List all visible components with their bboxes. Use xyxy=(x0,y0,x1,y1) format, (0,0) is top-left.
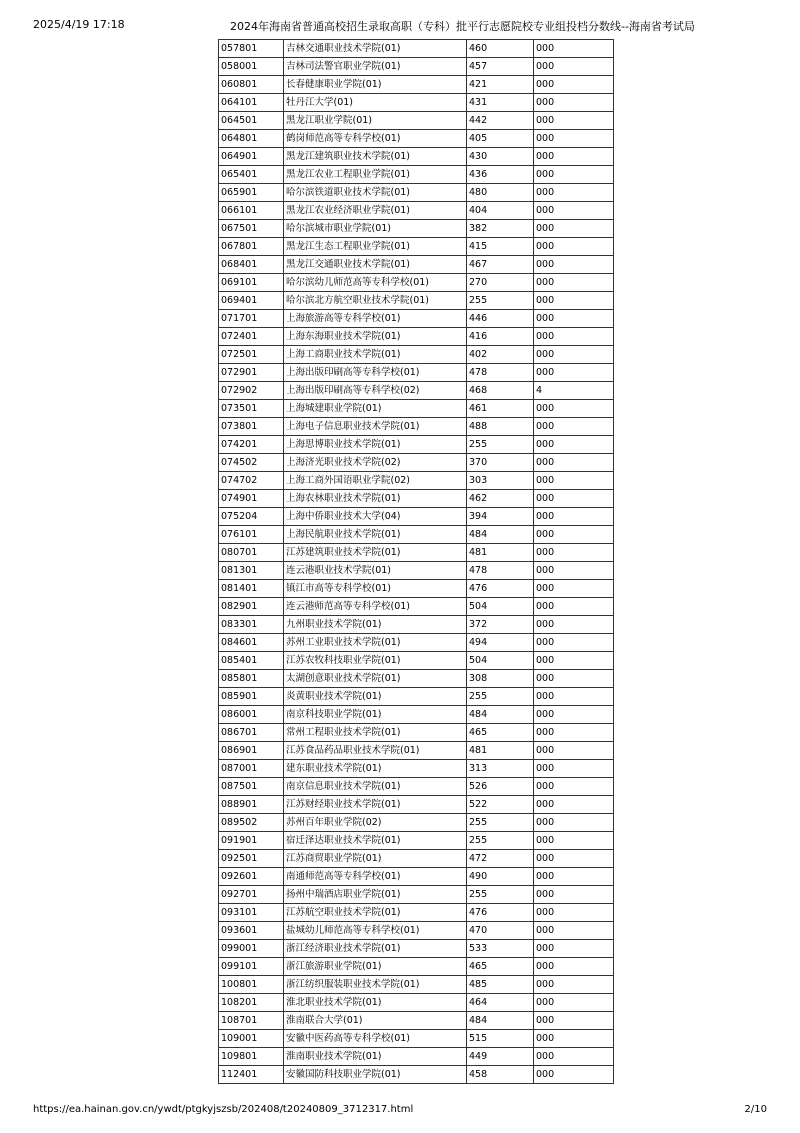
group-code-cell: 087001 xyxy=(219,760,284,778)
table-row xyxy=(219,760,614,778)
school-group-cell: 上海旅游高等专科学校(01) xyxy=(284,310,467,328)
school-group-cell: 吉林司法警官职业学院(01) xyxy=(284,58,467,76)
min-score-cell: 446 xyxy=(467,310,534,328)
table-row xyxy=(219,310,614,328)
min-score-cell: 465 xyxy=(467,724,534,742)
school-group-cell: 安徽中医药高等专科学校(01) xyxy=(284,1030,467,1048)
rank-cell: 000 xyxy=(534,256,614,274)
group-code-cell: 100801 xyxy=(219,976,284,994)
table-row xyxy=(219,130,614,148)
school-group-cell: 太湖创意职业技术学院(01) xyxy=(284,670,467,688)
school-group-cell: 上海民航职业技术学院(01) xyxy=(284,526,467,544)
group-code-cell: 074502 xyxy=(219,454,284,472)
rank-cell: 000 xyxy=(534,292,614,310)
min-score-cell: 470 xyxy=(467,922,534,940)
table-row xyxy=(219,508,614,526)
school-group-cell: 上海出版印刷高等专科学校(02) xyxy=(284,382,467,400)
group-code-cell: 072901 xyxy=(219,364,284,382)
min-score-cell: 484 xyxy=(467,706,534,724)
min-score-cell: 416 xyxy=(467,328,534,346)
rank-cell: 000 xyxy=(534,634,614,652)
group-code-cell: 085401 xyxy=(219,652,284,670)
school-group-cell: 哈尔滨城市职业学院(01) xyxy=(284,220,467,238)
school-group-cell: 黑龙江建筑职业技术学院(01) xyxy=(284,148,467,166)
min-score-cell: 481 xyxy=(467,742,534,760)
min-score-cell: 270 xyxy=(467,274,534,292)
group-code-cell: 067501 xyxy=(219,220,284,238)
group-code-cell: 075204 xyxy=(219,508,284,526)
min-score-cell: 485 xyxy=(467,976,534,994)
table-row xyxy=(219,796,614,814)
group-code-cell: 076101 xyxy=(219,526,284,544)
min-score-cell: 442 xyxy=(467,112,534,130)
rank-cell: 000 xyxy=(534,436,614,454)
group-code-cell: 108701 xyxy=(219,1012,284,1030)
group-code-cell: 064101 xyxy=(219,94,284,112)
school-group-cell: 扬州中瑞酒店职业学院(01) xyxy=(284,886,467,904)
group-code-cell: 082901 xyxy=(219,598,284,616)
group-code-cell: 068401 xyxy=(219,256,284,274)
table-row xyxy=(219,706,614,724)
min-score-cell: 394 xyxy=(467,508,534,526)
school-group-cell: 黑龙江职业学院(01) xyxy=(284,112,467,130)
group-code-cell: 074901 xyxy=(219,490,284,508)
table-row xyxy=(219,490,614,508)
table-row xyxy=(219,616,614,634)
group-code-cell: 084601 xyxy=(219,634,284,652)
min-score-cell: 472 xyxy=(467,850,534,868)
group-code-cell: 066101 xyxy=(219,202,284,220)
rank-cell: 000 xyxy=(534,274,614,292)
min-score-cell: 484 xyxy=(467,1012,534,1030)
table-row xyxy=(219,94,614,112)
table-row xyxy=(219,436,614,454)
table-row xyxy=(219,742,614,760)
rank-cell: 000 xyxy=(534,238,614,256)
admission-score-table xyxy=(218,39,614,1084)
school-group-cell: 浙江纺织服装职业技术学院(01) xyxy=(284,976,467,994)
rank-cell: 000 xyxy=(534,886,614,904)
table-row xyxy=(219,238,614,256)
min-score-cell: 405 xyxy=(467,130,534,148)
rank-cell: 000 xyxy=(534,1048,614,1066)
group-code-cell: 083301 xyxy=(219,616,284,634)
rank-cell: 000 xyxy=(534,814,614,832)
school-group-cell: 宿迁泽达职业技术学院(01) xyxy=(284,832,467,850)
page-number: 2/10 xyxy=(744,1104,767,1115)
table-row xyxy=(219,1012,614,1030)
rank-cell: 4 xyxy=(534,382,614,400)
school-group-cell: 上海思博职业技术学院(01) xyxy=(284,436,467,454)
min-score-cell: 494 xyxy=(467,634,534,652)
school-group-cell: 江苏财经职业技术学院(01) xyxy=(284,796,467,814)
rank-cell: 000 xyxy=(534,364,614,382)
rank-cell: 000 xyxy=(534,958,614,976)
school-group-cell: 南通师范高等专科学校(01) xyxy=(284,868,467,886)
table-row xyxy=(219,184,614,202)
table-row xyxy=(219,328,614,346)
group-code-cell: 086701 xyxy=(219,724,284,742)
school-group-cell: 哈尔滨北方航空职业技术学院(01) xyxy=(284,292,467,310)
min-score-cell: 476 xyxy=(467,904,534,922)
min-score-cell: 436 xyxy=(467,166,534,184)
min-score-cell: 255 xyxy=(467,886,534,904)
school-group-cell: 淮南职业技术学院(01) xyxy=(284,1048,467,1066)
min-score-cell: 402 xyxy=(467,346,534,364)
table-row xyxy=(219,1048,614,1066)
table-row xyxy=(219,472,614,490)
group-code-cell: 069101 xyxy=(219,274,284,292)
table-row xyxy=(219,220,614,238)
rank-cell: 000 xyxy=(534,418,614,436)
table-row xyxy=(219,850,614,868)
rank-cell: 000 xyxy=(534,310,614,328)
table-row xyxy=(219,958,614,976)
rank-cell: 000 xyxy=(534,202,614,220)
table-row xyxy=(219,382,614,400)
school-group-cell: 黑龙江生态工程职业学院(01) xyxy=(284,238,467,256)
rank-cell: 000 xyxy=(534,832,614,850)
table-row xyxy=(219,868,614,886)
rank-cell: 000 xyxy=(534,850,614,868)
group-code-cell: 081401 xyxy=(219,580,284,598)
group-code-cell: 092701 xyxy=(219,886,284,904)
rank-cell: 000 xyxy=(534,130,614,148)
group-code-cell: 064901 xyxy=(219,148,284,166)
school-group-cell: 安徽国防科技职业学院(01) xyxy=(284,1066,467,1084)
group-code-cell: 058001 xyxy=(219,58,284,76)
min-score-cell: 457 xyxy=(467,58,534,76)
table-row xyxy=(219,1030,614,1048)
school-group-cell: 长春健康职业学院(01) xyxy=(284,76,467,94)
school-group-cell: 上海农林职业技术学院(01) xyxy=(284,490,467,508)
group-code-cell: 069401 xyxy=(219,292,284,310)
table-row xyxy=(219,256,614,274)
group-code-cell: 112401 xyxy=(219,1066,284,1084)
rank-cell: 000 xyxy=(534,400,614,418)
group-code-cell: 072501 xyxy=(219,346,284,364)
school-group-cell: 盐城幼儿师范高等专科学校(01) xyxy=(284,922,467,940)
rank-cell: 000 xyxy=(534,220,614,238)
school-group-cell: 苏州工业职业技术学院(01) xyxy=(284,634,467,652)
min-score-cell: 478 xyxy=(467,562,534,580)
table-row xyxy=(219,976,614,994)
table-row xyxy=(219,274,614,292)
school-group-cell: 连云港师范高等专科学校(01) xyxy=(284,598,467,616)
rank-cell: 000 xyxy=(534,688,614,706)
table-row xyxy=(219,202,614,220)
school-group-cell: 上海工商职业技术学院(01) xyxy=(284,346,467,364)
min-score-cell: 490 xyxy=(467,868,534,886)
school-group-cell: 上海电子信息职业技术学院(01) xyxy=(284,418,467,436)
group-code-cell: 073501 xyxy=(219,400,284,418)
table-row xyxy=(219,598,614,616)
school-group-cell: 南京信息职业技术学院(01) xyxy=(284,778,467,796)
min-score-cell: 464 xyxy=(467,994,534,1012)
table-row xyxy=(219,832,614,850)
group-code-cell: 087501 xyxy=(219,778,284,796)
min-score-cell: 504 xyxy=(467,652,534,670)
min-score-cell: 526 xyxy=(467,778,534,796)
group-code-cell: 109001 xyxy=(219,1030,284,1048)
min-score-cell: 421 xyxy=(467,76,534,94)
rank-cell: 000 xyxy=(534,706,614,724)
school-group-cell: 上海中侨职业技术大学(04) xyxy=(284,508,467,526)
table-row xyxy=(219,886,614,904)
rank-cell: 000 xyxy=(534,40,614,58)
rank-cell: 000 xyxy=(534,490,614,508)
min-score-cell: 461 xyxy=(467,400,534,418)
min-score-cell: 449 xyxy=(467,1048,534,1066)
table-row xyxy=(219,562,614,580)
table-row xyxy=(219,652,614,670)
school-group-cell: 哈尔滨幼儿师范高等专科学校(01) xyxy=(284,274,467,292)
rank-cell: 000 xyxy=(534,346,614,364)
min-score-cell: 372 xyxy=(467,616,534,634)
school-group-cell: 上海工商外国语职业学院(02) xyxy=(284,472,467,490)
school-group-cell: 江苏农牧科技职业学院(01) xyxy=(284,652,467,670)
rank-cell: 000 xyxy=(534,904,614,922)
group-code-cell: 086901 xyxy=(219,742,284,760)
min-score-cell: 255 xyxy=(467,436,534,454)
table-row xyxy=(219,166,614,184)
rank-cell: 000 xyxy=(534,868,614,886)
rank-cell: 000 xyxy=(534,994,614,1012)
table-row xyxy=(219,580,614,598)
min-score-cell: 382 xyxy=(467,220,534,238)
school-group-cell: 淮北职业技术学院(01) xyxy=(284,994,467,1012)
min-score-cell: 467 xyxy=(467,256,534,274)
group-code-cell: 108201 xyxy=(219,994,284,1012)
school-group-cell: 江苏食品药品职业技术学院(01) xyxy=(284,742,467,760)
group-code-cell: 065901 xyxy=(219,184,284,202)
min-score-cell: 255 xyxy=(467,292,534,310)
group-code-cell: 071701 xyxy=(219,310,284,328)
rank-cell: 000 xyxy=(534,94,614,112)
group-code-cell: 067801 xyxy=(219,238,284,256)
group-code-cell: 085801 xyxy=(219,670,284,688)
rank-cell: 000 xyxy=(534,1066,614,1084)
school-group-cell: 黑龙江交通职业技术学院(01) xyxy=(284,256,467,274)
rank-cell: 000 xyxy=(534,940,614,958)
table-row xyxy=(219,76,614,94)
min-score-cell: 481 xyxy=(467,544,534,562)
rank-cell: 000 xyxy=(534,454,614,472)
rank-cell: 000 xyxy=(534,1030,614,1048)
rank-cell: 000 xyxy=(534,112,614,130)
min-score-cell: 370 xyxy=(467,454,534,472)
min-score-cell: 522 xyxy=(467,796,534,814)
rank-cell: 000 xyxy=(534,778,614,796)
table-row xyxy=(219,634,614,652)
table-row xyxy=(219,814,614,832)
group-code-cell: 080701 xyxy=(219,544,284,562)
table-row xyxy=(219,364,614,382)
table-row xyxy=(219,112,614,130)
school-group-cell: 黑龙江农业经济职业学院(01) xyxy=(284,202,467,220)
rank-cell: 000 xyxy=(534,184,614,202)
group-code-cell: 065401 xyxy=(219,166,284,184)
school-group-cell: 江苏商贸职业学院(01) xyxy=(284,850,467,868)
table-body xyxy=(219,40,614,1084)
min-score-cell: 415 xyxy=(467,238,534,256)
rank-cell: 000 xyxy=(534,976,614,994)
school-group-cell: 镇江市高等专科学校(01) xyxy=(284,580,467,598)
rank-cell: 000 xyxy=(534,796,614,814)
group-code-cell: 109801 xyxy=(219,1048,284,1066)
group-code-cell: 074702 xyxy=(219,472,284,490)
group-code-cell: 064501 xyxy=(219,112,284,130)
school-group-cell: 吉林交通职业技术学院(01) xyxy=(284,40,467,58)
school-group-cell: 炎黄职业技术学院(01) xyxy=(284,688,467,706)
school-group-cell: 九州职业技术学院(01) xyxy=(284,616,467,634)
rank-cell: 000 xyxy=(534,148,614,166)
page-title: 2024年海南省普通高校招生录取高职（专科）批平行志愿院校专业组投档分数线--海南省考试局 xyxy=(230,20,695,33)
school-group-cell: 上海出版印刷高等专科学校(01) xyxy=(284,364,467,382)
school-group-cell: 连云港职业技术学院(01) xyxy=(284,562,467,580)
rank-cell: 000 xyxy=(534,670,614,688)
school-group-cell: 江苏航空职业技术学院(01) xyxy=(284,904,467,922)
group-code-cell: 092501 xyxy=(219,850,284,868)
min-score-cell: 476 xyxy=(467,580,534,598)
group-code-cell: 057801 xyxy=(219,40,284,58)
school-group-cell: 浙江经济职业技术学院(01) xyxy=(284,940,467,958)
group-code-cell: 081301 xyxy=(219,562,284,580)
rank-cell: 000 xyxy=(534,166,614,184)
table-row xyxy=(219,454,614,472)
rank-cell: 000 xyxy=(534,472,614,490)
min-score-cell: 313 xyxy=(467,760,534,778)
table-row xyxy=(219,292,614,310)
table-row xyxy=(219,526,614,544)
min-score-cell: 255 xyxy=(467,688,534,706)
school-group-cell: 淮南联合大学(01) xyxy=(284,1012,467,1030)
school-group-cell: 苏州百年职业学院(02) xyxy=(284,814,467,832)
min-score-cell: 404 xyxy=(467,202,534,220)
min-score-cell: 504 xyxy=(467,598,534,616)
group-code-cell: 091901 xyxy=(219,832,284,850)
school-group-cell: 浙江旅游职业学院(01) xyxy=(284,958,467,976)
table-row xyxy=(219,58,614,76)
table-row xyxy=(219,346,614,364)
min-score-cell: 533 xyxy=(467,940,534,958)
min-score-cell: 484 xyxy=(467,526,534,544)
group-code-cell: 064801 xyxy=(219,130,284,148)
table-row xyxy=(219,922,614,940)
school-group-cell: 黑龙江农业工程职业学院(01) xyxy=(284,166,467,184)
min-score-cell: 308 xyxy=(467,670,534,688)
min-score-cell: 430 xyxy=(467,148,534,166)
min-score-cell: 255 xyxy=(467,832,534,850)
school-group-cell: 南京科技职业学院(01) xyxy=(284,706,467,724)
group-code-cell: 074201 xyxy=(219,436,284,454)
group-code-cell: 072902 xyxy=(219,382,284,400)
min-score-cell: 465 xyxy=(467,958,534,976)
min-score-cell: 458 xyxy=(467,1066,534,1084)
min-score-cell: 480 xyxy=(467,184,534,202)
group-code-cell: 099001 xyxy=(219,940,284,958)
school-group-cell: 牡丹江大学(01) xyxy=(284,94,467,112)
rank-cell: 000 xyxy=(534,328,614,346)
table-row xyxy=(219,670,614,688)
rank-cell: 000 xyxy=(534,544,614,562)
table-row xyxy=(219,148,614,166)
rank-cell: 000 xyxy=(534,76,614,94)
school-group-cell: 上海东海职业技术学院(01) xyxy=(284,328,467,346)
min-score-cell: 515 xyxy=(467,1030,534,1048)
rank-cell: 000 xyxy=(534,760,614,778)
table-row xyxy=(219,778,614,796)
rank-cell: 000 xyxy=(534,526,614,544)
rank-cell: 000 xyxy=(534,724,614,742)
table-row xyxy=(219,940,614,958)
rank-cell: 000 xyxy=(534,922,614,940)
rank-cell: 000 xyxy=(534,508,614,526)
table-row xyxy=(219,994,614,1012)
rank-cell: 000 xyxy=(534,598,614,616)
school-group-cell: 上海济光职业技术学院(02) xyxy=(284,454,467,472)
school-group-cell: 鹤岗师范高等专科学校(01) xyxy=(284,130,467,148)
group-code-cell: 060801 xyxy=(219,76,284,94)
table-row xyxy=(219,904,614,922)
min-score-cell: 303 xyxy=(467,472,534,490)
table-row xyxy=(219,40,614,58)
min-score-cell: 462 xyxy=(467,490,534,508)
school-group-cell: 哈尔滨铁道职业技术学院(01) xyxy=(284,184,467,202)
min-score-cell: 460 xyxy=(467,40,534,58)
group-code-cell: 089502 xyxy=(219,814,284,832)
table-row xyxy=(219,1066,614,1084)
group-code-cell: 072401 xyxy=(219,328,284,346)
rank-cell: 000 xyxy=(534,652,614,670)
group-code-cell: 099101 xyxy=(219,958,284,976)
table-row xyxy=(219,400,614,418)
school-group-cell: 建东职业技术学院(01) xyxy=(284,760,467,778)
group-code-cell: 093601 xyxy=(219,922,284,940)
rank-cell: 000 xyxy=(534,616,614,634)
group-code-cell: 085901 xyxy=(219,688,284,706)
page-url[interactable]: https://ea.hainan.gov.cn/ywdt/ptgkyjszsb/202408/t20240809_3712317.html xyxy=(33,1104,414,1115)
table-row xyxy=(219,418,614,436)
min-score-cell: 468 xyxy=(467,382,534,400)
group-code-cell: 093101 xyxy=(219,904,284,922)
school-group-cell: 上海城建职业学院(01) xyxy=(284,400,467,418)
group-code-cell: 073801 xyxy=(219,418,284,436)
rank-cell: 000 xyxy=(534,742,614,760)
min-score-cell: 478 xyxy=(467,364,534,382)
rank-cell: 000 xyxy=(534,58,614,76)
table-row xyxy=(219,724,614,742)
group-code-cell: 092601 xyxy=(219,868,284,886)
min-score-cell: 488 xyxy=(467,418,534,436)
table-row xyxy=(219,544,614,562)
rank-cell: 000 xyxy=(534,580,614,598)
school-group-cell: 江苏建筑职业技术学院(01) xyxy=(284,544,467,562)
min-score-cell: 431 xyxy=(467,94,534,112)
print-datetime: 2025/4/19 17:18 xyxy=(33,18,125,31)
table-row xyxy=(219,688,614,706)
rank-cell: 000 xyxy=(534,1012,614,1030)
min-score-cell: 255 xyxy=(467,814,534,832)
rank-cell: 000 xyxy=(534,562,614,580)
group-code-cell: 086001 xyxy=(219,706,284,724)
school-group-cell: 常州工程职业技术学院(01) xyxy=(284,724,467,742)
group-code-cell: 088901 xyxy=(219,796,284,814)
